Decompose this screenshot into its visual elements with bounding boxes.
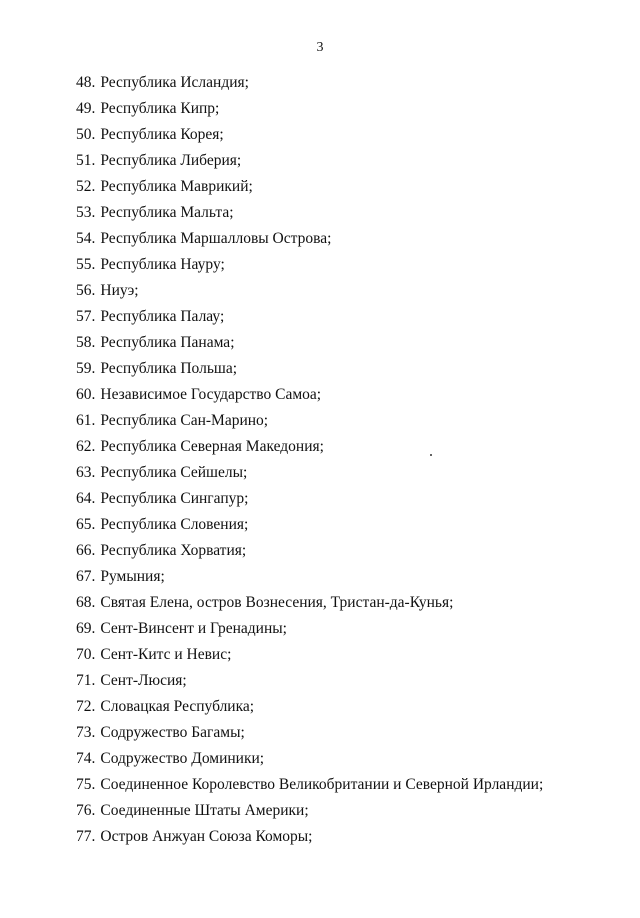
item-text: Остров Анжуан Союза Коморы; — [100, 828, 313, 845]
list-item — [76, 568, 543, 594]
item-number: 76. — [76, 802, 96, 819]
item-text: Республика Панама; — [100, 334, 235, 351]
item-text: Республика Сан-Марино; — [100, 412, 269, 429]
list-item — [76, 386, 543, 412]
item-text: Независимое Государство Самоа; — [100, 386, 322, 403]
item-number: 69. — [76, 620, 96, 637]
item-text: Республика Исландия; — [100, 74, 249, 91]
list-item — [76, 126, 543, 152]
item-number: 49. — [76, 100, 96, 117]
item-number: 77. — [76, 828, 96, 845]
item-text: Республика Сейшелы; — [100, 464, 248, 481]
item-number: 75. — [76, 776, 96, 793]
item-text: Святая Елена, остров Вознесения, Тристан-да-Кунья; — [100, 594, 454, 611]
list-item — [76, 750, 543, 776]
item-number: 56. — [76, 282, 96, 299]
item-number: 50. — [76, 126, 96, 143]
list-item — [76, 724, 543, 750]
item-text: Республика Мальта; — [100, 204, 234, 221]
item-text: Республика Науру; — [100, 256, 225, 273]
item-number: 66. — [76, 542, 96, 559]
item-number: 62. — [76, 438, 96, 455]
list-item — [76, 672, 543, 698]
item-text: Республика Кипр; — [100, 100, 220, 117]
list-item — [76, 490, 543, 516]
item-number: 61. — [76, 412, 96, 429]
item-text: Соединенные Штаты Америки; — [100, 802, 309, 819]
item-number: 64. — [76, 490, 96, 507]
list-item — [76, 516, 543, 542]
list-item — [76, 230, 543, 256]
item-text: Республика Палау; — [100, 308, 225, 325]
item-number: 73. — [76, 724, 96, 741]
item-number: 72. — [76, 698, 96, 715]
list-item — [76, 100, 543, 126]
list-item — [76, 412, 543, 438]
list-item — [76, 698, 543, 724]
item-number: 48. — [76, 74, 96, 91]
item-number: 57. — [76, 308, 96, 325]
list-item — [76, 308, 543, 334]
item-number: 71. — [76, 672, 96, 689]
item-number: 53. — [76, 204, 96, 221]
list-item — [76, 646, 543, 672]
list-item — [76, 74, 543, 100]
page-number: 3 — [316, 40, 324, 55]
list-item — [76, 464, 543, 490]
list-item — [76, 438, 543, 464]
item-text: Республика Хорватия; — [100, 542, 247, 559]
item-number: 59. — [76, 360, 96, 377]
item-text: Республика Либерия; — [100, 152, 242, 169]
scan-speck — [430, 454, 432, 456]
list-item — [76, 360, 543, 386]
list-item — [76, 620, 543, 646]
item-text: Содружество Доминики; — [100, 750, 265, 767]
list-item — [76, 204, 543, 230]
item-number: 70. — [76, 646, 96, 663]
item-number: 51. — [76, 152, 96, 169]
item-text: Республика Корея; — [100, 126, 224, 143]
item-number: 63. — [76, 464, 96, 481]
item-text: Республика Сингапур; — [100, 490, 249, 507]
list-item — [76, 828, 543, 854]
list-item — [76, 178, 543, 204]
item-text: Сент-Китс и Невис; — [100, 646, 232, 663]
item-text: Словацкая Республика; — [100, 698, 255, 715]
item-text: Сент-Люсия; — [100, 672, 187, 689]
item-text: Соединенное Королевство Великобритании и Северной Ирландии; — [100, 776, 544, 793]
list-item — [76, 282, 543, 308]
item-text: Республика Польша; — [100, 360, 238, 377]
item-number: 68. — [76, 594, 96, 611]
item-text: Республика Маршалловы Острова; — [100, 230, 332, 247]
item-number: 67. — [76, 568, 96, 585]
item-number: 65. — [76, 516, 96, 533]
item-text: Республика Словения; — [100, 516, 249, 533]
list-item — [76, 776, 543, 802]
item-number: 55. — [76, 256, 96, 273]
list-item — [76, 256, 543, 282]
item-number: 54. — [76, 230, 96, 247]
country-list — [76, 74, 543, 854]
item-text: Республика Маврикий; — [100, 178, 253, 195]
list-item — [76, 152, 543, 178]
item-number: 60. — [76, 386, 96, 403]
item-text: Сент-Винсент и Гренадины; — [100, 620, 287, 637]
list-item — [76, 334, 543, 360]
item-text: Республика Северная Македония; — [100, 438, 324, 455]
item-text: Румыния; — [100, 568, 165, 585]
list-item — [76, 542, 543, 568]
item-number: 52. — [76, 178, 96, 195]
list-item — [76, 594, 543, 620]
item-number: 58. — [76, 334, 96, 351]
item-text: Содружество Багамы; — [100, 724, 245, 741]
item-text: Ниуэ; — [100, 282, 139, 299]
list-item — [76, 802, 543, 828]
item-number: 74. — [76, 750, 96, 767]
